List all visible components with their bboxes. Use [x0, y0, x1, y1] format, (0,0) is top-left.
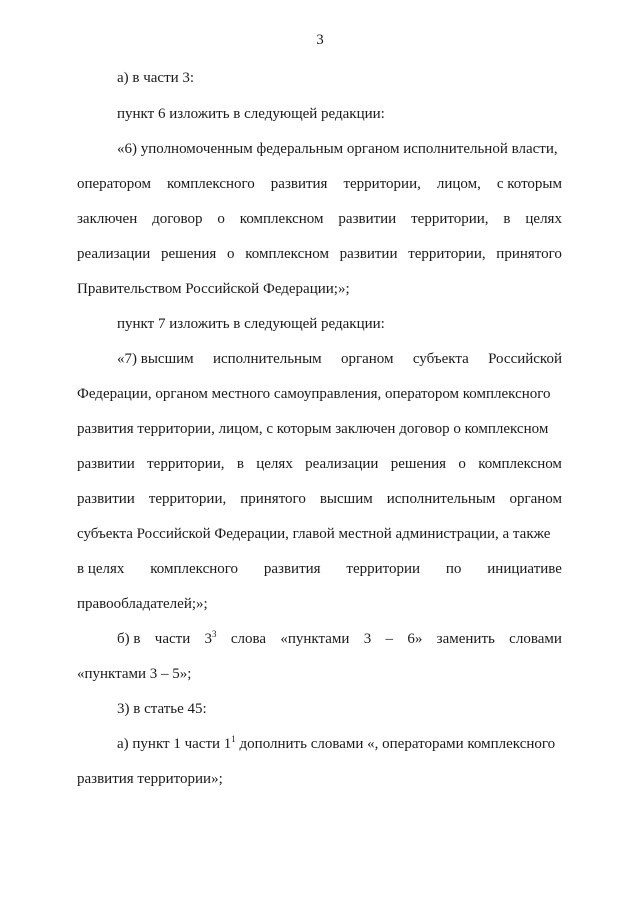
text-line-justified [77, 209, 562, 229]
superscript: 1 [231, 734, 236, 744]
word: слова [230, 631, 267, 647]
text-line-justified [77, 244, 562, 264]
word: о [217, 211, 225, 227]
text-line: «пунктами 3 – 5»; [77, 666, 192, 682]
word: исполнительным [386, 491, 496, 507]
word: части [154, 631, 191, 647]
word: оператором [77, 176, 152, 192]
word: развития [263, 561, 321, 577]
text-line: Правительством Российской Федерации;»; [77, 281, 350, 297]
text-line-justified [77, 489, 562, 509]
word: целях [525, 211, 562, 227]
word: субъекта [412, 351, 469, 367]
text-line-justified [77, 454, 562, 474]
text-line: правообладателей;»; [77, 596, 208, 612]
word: территории, [408, 246, 486, 262]
text-line: Федерации, органом местного самоуправления, оператором комплексного [77, 386, 551, 402]
word: по [445, 561, 462, 577]
text-line: развития территории»; [77, 771, 223, 787]
word: исполнительным [212, 351, 322, 367]
word: принятого [496, 246, 562, 262]
word: развитии [77, 491, 135, 507]
text-line-justified [77, 174, 562, 194]
word: б) в [117, 631, 141, 647]
word: лицом, [436, 176, 481, 192]
word: реализации [305, 456, 379, 472]
word: решения [390, 456, 447, 472]
word: реализации [77, 246, 151, 262]
word: комплексного [150, 561, 239, 577]
text-line-justified [117, 349, 562, 369]
word: комплексном [245, 246, 329, 262]
word-with-superscript [205, 629, 217, 649]
word: развития [270, 176, 328, 192]
word: заменить [436, 631, 495, 647]
word: о [458, 456, 466, 472]
word: «7) высшим [117, 351, 194, 367]
text-line: а) в части 3: [117, 70, 195, 86]
word: развитии [338, 211, 397, 227]
word: в [503, 211, 511, 227]
word: о [227, 246, 235, 262]
word: развитии [339, 246, 398, 262]
word: комплексном [239, 211, 324, 227]
text-line: пункт 7 изложить в следующей редакции: [117, 316, 385, 332]
superscript: 3 [212, 629, 217, 639]
word: территории, [411, 211, 489, 227]
word: Российской [488, 351, 562, 367]
word: словами [509, 631, 562, 647]
text-line: пункт 6 изложить в следующей редакции: [117, 106, 385, 122]
word: принятого [240, 491, 306, 507]
word: решения [161, 246, 217, 262]
word: территории, [148, 491, 227, 507]
text-line [117, 734, 562, 754]
word: заключен [77, 211, 138, 227]
word: «пунктами [280, 631, 350, 647]
word: инициативе [487, 561, 562, 577]
word: договор [152, 211, 203, 227]
word: в целях [77, 561, 125, 577]
base: 3 [204, 631, 213, 647]
word: комплексном [478, 456, 562, 472]
word: органом [340, 351, 394, 367]
text-line: развития территории, лицом, с которым заключен договор о комплексном [77, 421, 549, 437]
text-line: субъекта Российской Федерации, главой местной администрации, а также [77, 526, 551, 542]
word: в [236, 456, 244, 472]
word: развитии [77, 456, 135, 472]
word: территории, [147, 456, 225, 472]
word: целях [256, 456, 293, 472]
word: территории, [343, 176, 421, 192]
word: комплексного [167, 176, 255, 192]
text-segment: а) пункт 1 части 1 [117, 736, 232, 752]
text-line-justified [117, 629, 562, 649]
text-line: «6) уполномоченным федеральным органом исполнительной власти, [117, 141, 558, 157]
page-number: 3 [316, 32, 324, 48]
word: – [385, 631, 394, 647]
word: органом [509, 491, 562, 507]
word: 3 [363, 631, 372, 647]
text-segment: дополнить словами «, операторами комплексного [235, 736, 556, 752]
text-line: 3) в статье 45: [117, 701, 207, 717]
word: высшим [319, 491, 373, 507]
word: с которым [496, 176, 562, 192]
text-line-justified [77, 559, 562, 579]
word: 6» [407, 631, 423, 647]
word: территории [346, 561, 421, 577]
